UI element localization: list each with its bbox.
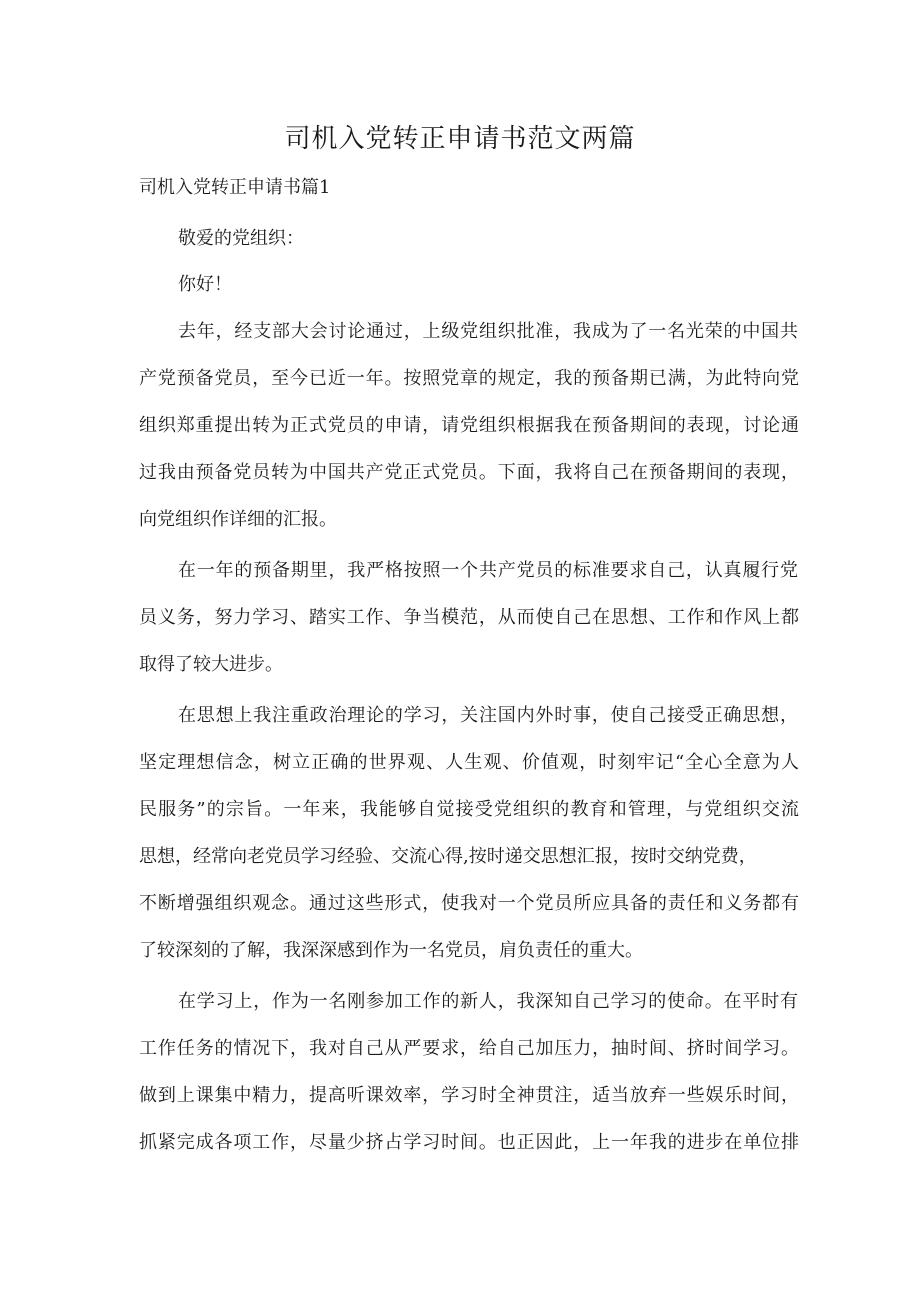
- paragraph-line: 过我由预备党员转为中国共产党正式党员。下面，我将自己在预备期间的表现，: [139, 462, 799, 483]
- paragraph-line: 向党组织作详细的汇报。: [139, 509, 337, 530]
- section-heading: 司机入党转正申请书篇1: [139, 177, 331, 198]
- paragraph-line: 去年，经支部大会讨论通过，上级党组织批准，我成为了一名光荣的中国共: [178, 321, 798, 342]
- paragraph-line: 在思想上我注重政治理论的学习，关注国内外时事，使自己接受正确思想，: [178, 705, 798, 726]
- paragraph-line: 坚定理想信念，树立正确的世界观、人生观、价值观，时刻牢记“全心全意为人: [139, 752, 799, 773]
- paragraph-line: 在一年的预备期里，我严格按照一个共产党员的标准要求自己，认真履行党: [178, 560, 798, 581]
- paragraph-line: 工作任务的情况下，我对自己从严要求，给自己加压力，抽时间、挤时间学习。: [139, 1038, 799, 1059]
- paragraph-line: 抓紧完成各项工作，尽量少挤占学习时间。也正因此，上一年我的进步在单位排: [139, 1132, 799, 1153]
- paragraph-line: 组织郑重提出转为正式党员的申请，请党组织根据我在预备期间的表现，讨论通: [139, 415, 799, 436]
- paragraph-line: 民服务”的宗旨。一年来，我能够自觉接受党组织的教育和管理，与党组织交流: [139, 799, 799, 820]
- greeting-line: 你好！: [178, 274, 232, 295]
- document-title: 司机入党转正申请书范文两篇: [284, 124, 636, 154]
- paragraph-line: 产党预备党员，至今已近一年。按照党章的规定，我的预备期已满，为此特向党: [139, 368, 799, 389]
- paragraph-line: 做到上课集中精力，提高听课效率，学习时全神贯注，适当放弃一些娱乐时间，: [139, 1085, 799, 1106]
- paragraph-line: 思想，经常向老党员学习经验、交流心得,按时递交思想汇报，按时交纳党费，: [139, 846, 757, 867]
- paragraph-line: 在学习上，作为一名刚参加工作的新人，我深知自己学习的使命。在平时有: [178, 991, 798, 1012]
- salutation-line: 敬爱的党组织：: [178, 228, 304, 249]
- paragraph-line: 了较深刻的了解，我深深感到作为一名党员，肩负责任的重大。: [139, 940, 643, 961]
- paragraph-line: 员义务，努力学习、踏实工作、争当模范，从而使自己在思想、工作和作风上都: [139, 607, 799, 628]
- paragraph-line: 取得了较大进步。: [139, 654, 283, 675]
- paragraph-line: 不断增强组织观念。通过这些形式，使我对一个党员所应具备的责任和义务都有: [139, 893, 799, 914]
